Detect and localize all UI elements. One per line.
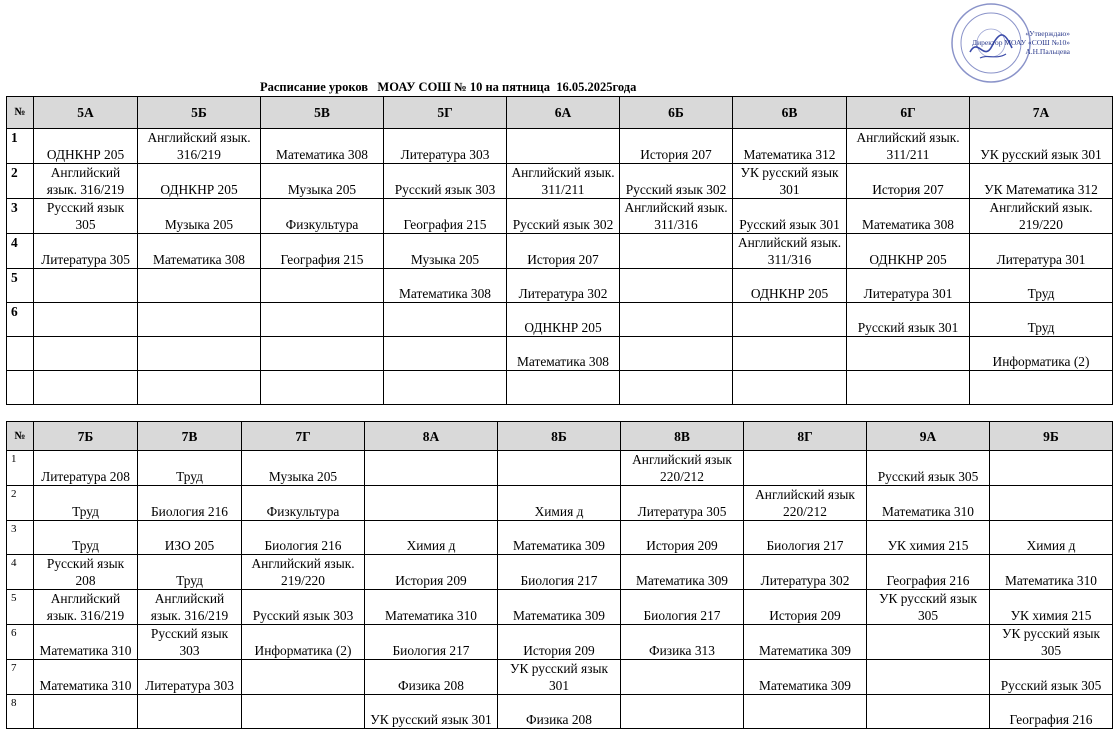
lesson-cell	[242, 695, 365, 729]
lesson-cell: Русский язык 303	[242, 590, 365, 625]
table-row	[7, 521, 1113, 555]
table-row	[7, 451, 1113, 486]
lesson-cell: Труд	[34, 521, 138, 555]
lesson-cell: Русский язык 301	[847, 303, 970, 337]
table-header-row	[7, 97, 1113, 129]
lesson-cell	[621, 695, 744, 729]
lesson-cell: Химия д	[365, 521, 498, 555]
lesson-cell: УК русский язык 301	[970, 129, 1113, 164]
class-header: 7Г	[242, 422, 365, 451]
lesson-cell: Математика 308	[507, 337, 620, 371]
lesson-cell	[498, 451, 621, 486]
lesson-cell: Литература 303	[384, 129, 507, 164]
lesson-number	[7, 337, 34, 371]
class-header: 5Г	[384, 97, 507, 129]
lesson-cell: Математика 308	[261, 129, 384, 164]
lesson-number: 7	[7, 660, 34, 695]
lesson-cell: Математика 310	[34, 660, 138, 695]
lesson-cell: Английский язык. 316/219	[34, 164, 138, 199]
lesson-number: 1	[7, 451, 34, 486]
lesson-cell: Биология 216	[138, 486, 242, 521]
table-row	[7, 234, 1113, 269]
lesson-cell: Математика 309	[498, 590, 621, 625]
lesson-cell: Английский язык 220/212	[621, 451, 744, 486]
lesson-cell	[242, 660, 365, 695]
lesson-number: 2	[7, 486, 34, 521]
row-number-header: №	[7, 422, 34, 451]
lesson-cell	[384, 371, 507, 405]
lesson-cell: Информатика (2)	[970, 337, 1113, 371]
lesson-cell: Русский язык 305	[990, 660, 1113, 695]
lesson-cell	[261, 337, 384, 371]
lesson-cell	[847, 371, 970, 405]
lesson-cell: История 209	[365, 555, 498, 590]
class-header: 9Б	[990, 422, 1113, 451]
table-row	[7, 660, 1113, 695]
lesson-cell: УК русский язык 305	[990, 625, 1113, 660]
lesson-number: 4	[7, 555, 34, 590]
lesson-cell: Русский язык 302	[507, 199, 620, 234]
class-header: 8Г	[744, 422, 867, 451]
lesson-cell	[744, 451, 867, 486]
lesson-cell: Физика 208	[498, 695, 621, 729]
lesson-cell	[847, 337, 970, 371]
table-row	[7, 486, 1113, 521]
lesson-cell: Русский язык 305	[34, 199, 138, 234]
lesson-cell: Музыка 205	[242, 451, 365, 486]
lesson-cell: Литература 305	[34, 234, 138, 269]
class-header: 6Г	[847, 97, 970, 129]
lesson-cell	[34, 371, 138, 405]
lesson-number: 3	[7, 521, 34, 555]
lesson-cell	[620, 269, 733, 303]
lesson-cell	[733, 371, 847, 405]
lesson-cell	[261, 371, 384, 405]
lesson-cell: Информатика (2)	[242, 625, 365, 660]
lesson-cell: Биология 216	[242, 521, 365, 555]
lesson-cell: Математика 308	[847, 199, 970, 234]
lesson-cell: ОДНКНР 205	[733, 269, 847, 303]
lesson-cell: Английский язык. 316/219	[138, 590, 242, 625]
class-header: 5А	[34, 97, 138, 129]
lesson-cell: История 209	[498, 625, 621, 660]
lesson-cell: Музыка 205	[261, 164, 384, 199]
lesson-cell: Математика 308	[138, 234, 261, 269]
table-row	[7, 695, 1113, 729]
lesson-cell	[34, 303, 138, 337]
lesson-cell: Русский язык 303	[138, 625, 242, 660]
lesson-cell: Литература 303	[138, 660, 242, 695]
lesson-cell	[867, 660, 990, 695]
lesson-cell: Математика 309	[744, 625, 867, 660]
lesson-cell: Русский язык 301	[733, 199, 847, 234]
lesson-number: 4	[7, 234, 34, 269]
lesson-cell: Музыка 205	[384, 234, 507, 269]
lesson-cell	[867, 625, 990, 660]
lesson-cell	[365, 486, 498, 521]
lesson-number: 5	[7, 269, 34, 303]
class-header: 5В	[261, 97, 384, 129]
lesson-number: 2	[7, 164, 34, 199]
lesson-cell	[138, 695, 242, 729]
lesson-cell	[34, 337, 138, 371]
lesson-cell	[620, 303, 733, 337]
lesson-cell: Английский язык. 316/219	[34, 590, 138, 625]
lesson-cell: Труд	[970, 303, 1113, 337]
class-header: 9А	[867, 422, 990, 451]
lesson-cell: История 209	[621, 521, 744, 555]
lesson-cell	[365, 451, 498, 486]
lesson-cell: Литература 302	[507, 269, 620, 303]
lesson-cell: Математика 310	[34, 625, 138, 660]
lesson-cell: ИЗО 205	[138, 521, 242, 555]
approval-line-1: «Утверждаю»	[1025, 29, 1070, 38]
schedule-title: Расписание уроков МОАУ СОШ № 10 на пятница 16.05.2025года	[260, 80, 637, 94]
lesson-cell	[990, 486, 1113, 521]
class-header: 7А	[970, 97, 1113, 129]
class-header: 6Б	[620, 97, 733, 129]
lesson-cell: Математика 308	[384, 269, 507, 303]
lesson-cell: Биология 217	[498, 555, 621, 590]
lesson-cell: История 207	[847, 164, 970, 199]
approval-line-2: Директор МОАУ «СОШ №10»	[972, 38, 1070, 47]
lesson-cell: ОДНКНР 205	[138, 164, 261, 199]
lesson-cell	[261, 303, 384, 337]
lesson-cell	[733, 337, 847, 371]
class-header: 8А	[365, 422, 498, 451]
lesson-cell: Биология 217	[744, 521, 867, 555]
lesson-cell	[384, 337, 507, 371]
lesson-cell	[970, 371, 1113, 405]
lesson-cell	[620, 337, 733, 371]
lesson-cell: География 215	[261, 234, 384, 269]
lesson-cell: Математика 310	[990, 555, 1113, 590]
lesson-cell: Математика 310	[365, 590, 498, 625]
schedule-table-1	[6, 96, 1113, 405]
lesson-cell: Английский язык. 219/220	[242, 555, 365, 590]
lesson-cell	[138, 337, 261, 371]
class-header: 5Б	[138, 97, 261, 129]
lesson-cell: Математика 309	[621, 555, 744, 590]
lesson-cell: Русский язык 302	[620, 164, 733, 199]
lesson-cell: Музыка 205	[138, 199, 261, 234]
lesson-cell	[138, 269, 261, 303]
lesson-number: 8	[7, 695, 34, 729]
lesson-cell: Физкультура	[242, 486, 365, 521]
lesson-cell: География 216	[990, 695, 1113, 729]
lesson-cell	[261, 269, 384, 303]
lesson-cell: Литература 302	[744, 555, 867, 590]
lesson-cell: Математика 310	[867, 486, 990, 521]
approval-block	[940, 29, 1070, 56]
lesson-cell	[138, 371, 261, 405]
lesson-cell: УК русский язык 301	[733, 164, 847, 199]
lesson-cell: Биология 217	[621, 590, 744, 625]
lesson-cell: УК химия 215	[867, 521, 990, 555]
lesson-cell	[507, 129, 620, 164]
lesson-cell: Русский язык 208	[34, 555, 138, 590]
lesson-number: 6	[7, 625, 34, 660]
lesson-cell: Физика 208	[365, 660, 498, 695]
lesson-cell: Английский язык. 311/316	[620, 199, 733, 234]
lesson-cell: История 209	[744, 590, 867, 625]
lesson-cell	[384, 303, 507, 337]
lesson-cell	[507, 371, 620, 405]
table-row	[7, 269, 1113, 303]
lesson-cell: Английский язык. 311/316	[733, 234, 847, 269]
lesson-number: 1	[7, 129, 34, 164]
lesson-number	[7, 371, 34, 405]
lesson-cell: История 207	[620, 129, 733, 164]
lesson-cell: Труд	[970, 269, 1113, 303]
lesson-cell	[620, 234, 733, 269]
lesson-cell	[744, 695, 867, 729]
row-number-header: №	[7, 97, 34, 129]
lesson-cell: Труд	[138, 555, 242, 590]
lesson-cell: Физика 313	[621, 625, 744, 660]
class-header: 8В	[621, 422, 744, 451]
lesson-cell: УК русский язык 301	[498, 660, 621, 695]
table-row	[7, 337, 1113, 371]
lesson-cell	[990, 451, 1113, 486]
lesson-cell: Математика 309	[498, 521, 621, 555]
lesson-cell	[621, 660, 744, 695]
class-header: 7Б	[34, 422, 138, 451]
lesson-cell: География 216	[867, 555, 990, 590]
lesson-cell: Химия д	[990, 521, 1113, 555]
lesson-cell: Химия д	[498, 486, 621, 521]
lesson-cell: Английский язык. 316/219	[138, 129, 261, 164]
lesson-cell: УК русский язык 301	[365, 695, 498, 729]
table-row	[7, 129, 1113, 164]
lesson-cell	[620, 371, 733, 405]
lesson-number: 5	[7, 590, 34, 625]
class-header: 6А	[507, 97, 620, 129]
lesson-number: 6	[7, 303, 34, 337]
table-row	[7, 371, 1113, 405]
lesson-cell: Литература 301	[970, 234, 1113, 269]
table-row	[7, 199, 1113, 234]
lesson-cell: Труд	[34, 486, 138, 521]
lesson-cell	[34, 269, 138, 303]
class-header: 7В	[138, 422, 242, 451]
lesson-cell: Биология 217	[365, 625, 498, 660]
lesson-cell: ОДНКНР 205	[34, 129, 138, 164]
lesson-cell	[867, 695, 990, 729]
lesson-cell: УК Математика 312	[970, 164, 1113, 199]
lesson-cell: УК химия 215	[990, 590, 1113, 625]
lesson-cell: Физкультура	[261, 199, 384, 234]
table-header-row	[7, 422, 1113, 451]
lesson-cell: Английский язык. 311/211	[507, 164, 620, 199]
lesson-cell: Русский язык 305	[867, 451, 990, 486]
lesson-cell: Русский язык 303	[384, 164, 507, 199]
schedule-table-2	[6, 421, 1113, 729]
lesson-cell: Литература 305	[621, 486, 744, 521]
lesson-cell: Английский язык. 311/211	[847, 129, 970, 164]
lesson-cell	[34, 695, 138, 729]
lesson-cell: ОДНКНР 205	[847, 234, 970, 269]
lesson-cell: География 215	[384, 199, 507, 234]
lesson-cell: Труд	[138, 451, 242, 486]
lesson-cell: ОДНКНР 205	[507, 303, 620, 337]
lesson-cell	[733, 303, 847, 337]
lesson-cell: Литература 301	[847, 269, 970, 303]
lesson-number: 3	[7, 199, 34, 234]
table-row	[7, 164, 1113, 199]
lesson-cell: История 207	[507, 234, 620, 269]
class-header: 6В	[733, 97, 847, 129]
table-row	[7, 590, 1113, 625]
table-row	[7, 625, 1113, 660]
lesson-cell: Литература 208	[34, 451, 138, 486]
lesson-cell	[138, 303, 261, 337]
table-row	[7, 303, 1113, 337]
lesson-cell: Английский язык 220/212	[744, 486, 867, 521]
lesson-cell: Математика 309	[744, 660, 867, 695]
lesson-cell: Английский язык. 219/220	[970, 199, 1113, 234]
approval-line-3: А.Н.Пальцева	[1025, 47, 1070, 56]
lesson-cell: УК русский язык 305	[867, 590, 990, 625]
class-header: 8Б	[498, 422, 621, 451]
table-row	[7, 555, 1113, 590]
lesson-cell: Математика 312	[733, 129, 847, 164]
